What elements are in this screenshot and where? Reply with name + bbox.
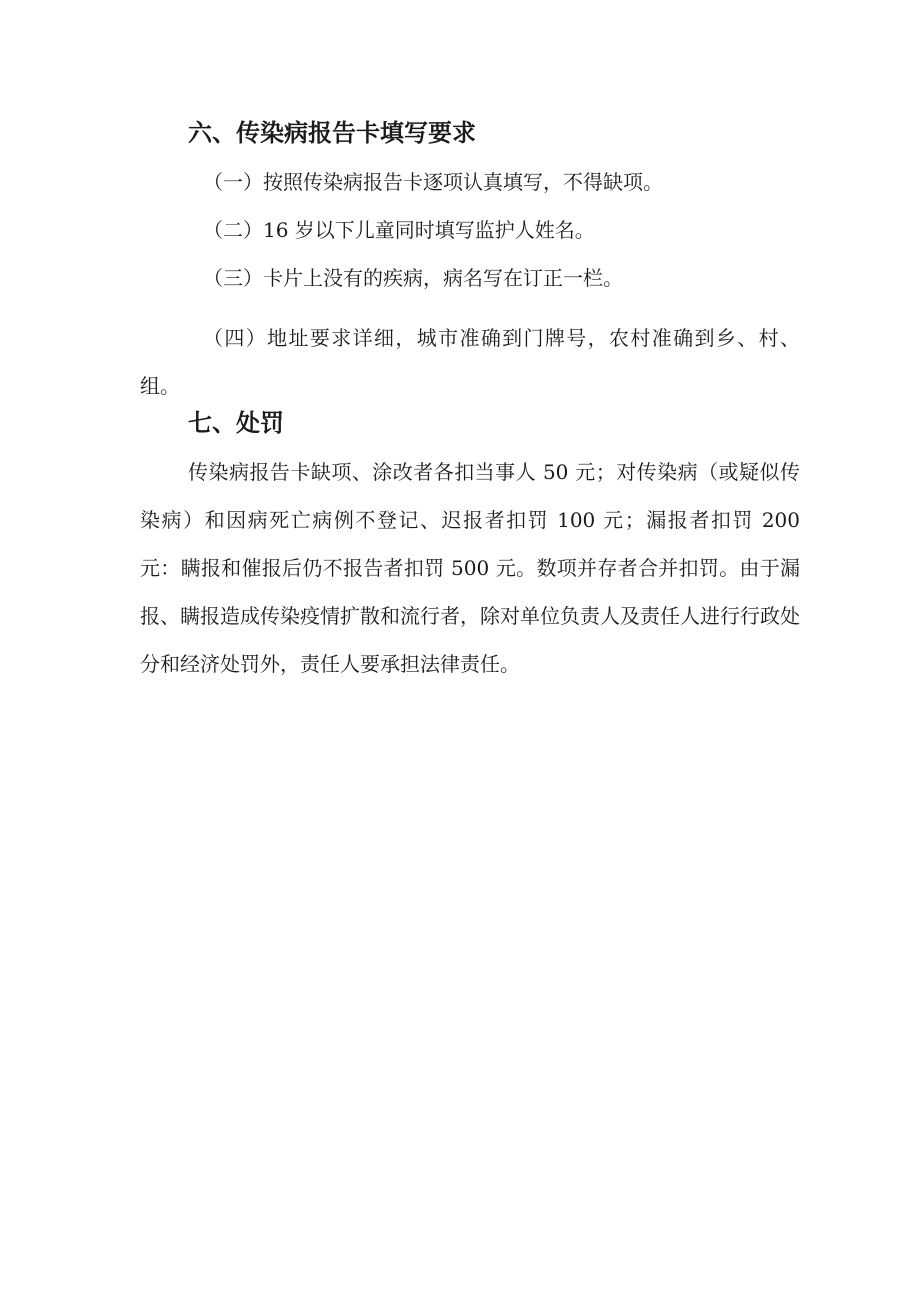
section-6-heading: 六、传染病报告卡填写要求 — [188, 119, 476, 147]
requirement-item-3: （三）卡片上没有的疾病，病名写在订正一栏。 — [203, 266, 623, 290]
penalty-paragraph: 传染病报告卡缺项、涂改者各扣当事人 50 元；对传染病（或疑似传染病）和因病死亡病例不登记、迟报者扣罚 100 元；漏报者扣罚 200 元：瞒报和催报后仍不报告者扣罚 500 元。数项并存者合并扣罚。由于漏报、瞒报造成传染疫情扩散和流行者，除对单位负责人及责任人进行行政处分和经济处罚外，责任人要承担法律责任。 — [140, 460, 800, 676]
requirement-item-1: （一）按照传染病报告卡逐项认真填写，不得缺项。 — [203, 170, 663, 194]
section-7-heading: 七、处罚 — [188, 409, 284, 437]
requirement-item-4: （四）地址要求详细，城市准确到门牌号，农村准确到乡、村、组。 — [140, 326, 800, 398]
requirement-item-2: （二）16 岁以下儿童同时填写监护人姓名。 — [203, 218, 595, 242]
